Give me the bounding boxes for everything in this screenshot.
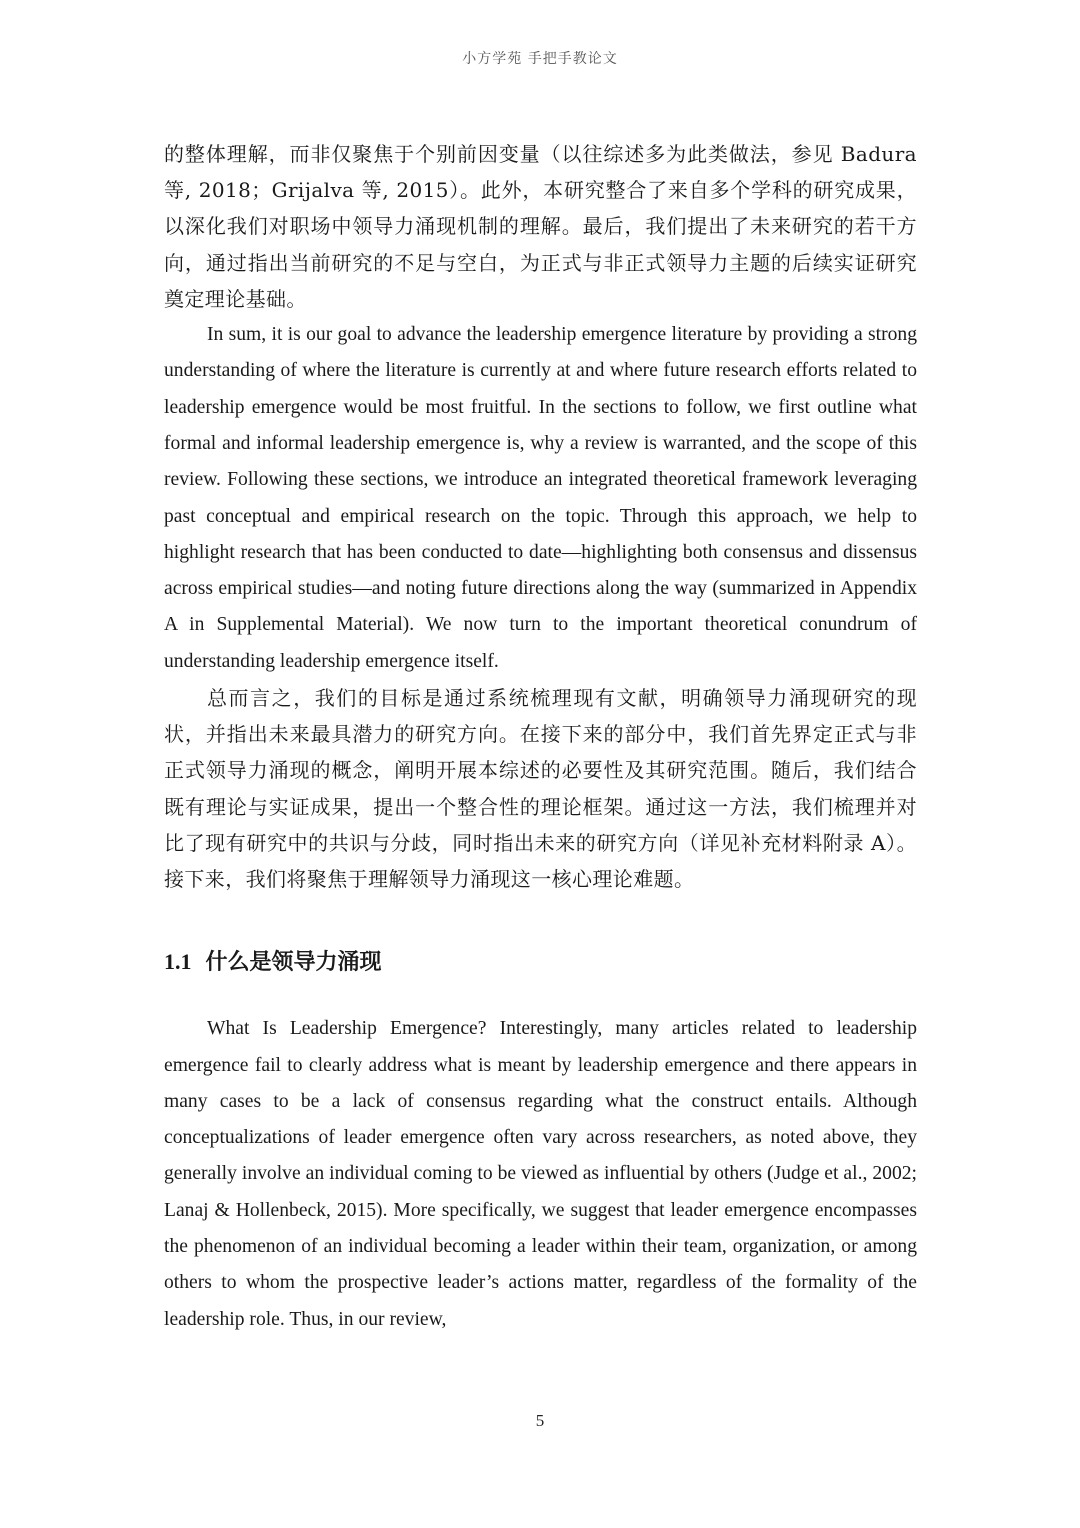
spacer [164,978,917,1011]
paragraph-en-what-is: What Is Leadership Emergence? Interestingly, many articles related to leadership emergence fail to clearly address what is meant by leadership emergence and there appears in many cases to be a lack of consensus regarding what the construct entails. Although conceptualizations of leader emergence often vary across researchers, as noted above, they generally involve an individual coming to be viewed as influential by others (Judge et al., 2002; Lanaj & Hollenbeck, 2015). More specifically, we suggest that leader emergence encompasses the phenomenon of an individual becoming a leader within their team, organization, or among others to whom the prospective leader’s actions matter, regardless of the formality of the leadership role. Thus, in our review, [164,1018,917,1330]
paragraph-zh-summary: 总而言之，我们的目标是通过系统梳理现有文献，明确领导力涌现研究的现状，并指出未来最具潜力的研究方向。在接下来的部分中，我们首先界定正式与非正式领导力涌现的概念，阐明开展本综述的必要性及其研究范围。随后，我们结合既有理论与实证成果，提出一个整合性的理论框架。通过这一方法，我们梳理并对比了现有研究中的共识与分歧，同时指出未来的研究方向（详见补充材料附录 A）。接下来，我们将聚焦于理解领导力涌现这一核心理论难题。 [164,685,917,891]
page-body [164,136,917,1338]
section-title: 什么是领导力涌现 [205,950,382,976]
running-header: 小方学苑 手把手教论文 [462,51,618,67]
paragraph-en-in-sum: In sum, it is our goal to advance the leadership emergence literature by providing a strong understanding of where the literature is currently at and where future research efforts related to leadership emergence would be most fruitful. In the sections to follow, we first outline what formal and informal leadership emergence is, why a review is warranted, and the scope of this review. Following these sections, we introduce an integrated theoretical framework leveraging past conceptual and empirical research on the topic. Through this approach, we help to highlight research that has been conducted to date—highlighting both consensus and dissensus across empirical studies—and noting future directions along the way (summarized in Appendix A in Supplemental Material). We now turn to the important theoretical conundrum of understanding leadership emergence itself. [164,324,917,672]
section-heading [164,947,917,978]
section-number: 1.1 [164,949,192,975]
page-number: 5 [535,1411,545,1430]
spacer [164,897,917,947]
paragraph-zh-intro-continued: 的整体理解，而非仅聚焦于个别前因变量（以往综述多为此类做法，参见 Badura 等, 2018；Grijalva 等, 2015）。此外，本研究整合了来自多个学科的研究成果，以深化我们对职场中领导力涌现机制的理解。最后，我们提出了未来研究的若干方向，通过指出当前研究的不足与空白，为正式与非正式领导力主题的后续实证研究奠定理论基础。 [164,142,917,311]
